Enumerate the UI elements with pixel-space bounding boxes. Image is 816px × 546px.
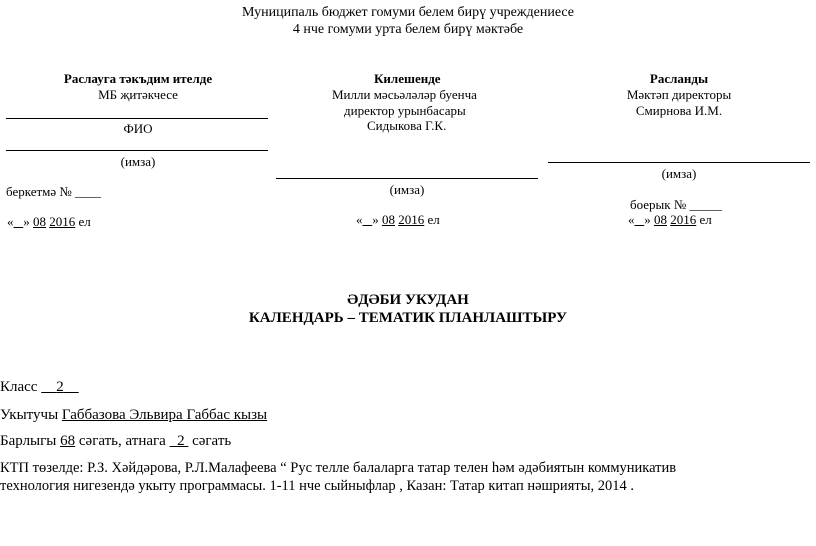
- col2-title: Килешенде: [374, 71, 441, 86]
- class-value: 2: [56, 379, 64, 395]
- teacher-row: [0, 407, 267, 424]
- teacher-value: Габбазова Эльвира Габбас кызы: [61, 407, 268, 423]
- date-open-quote: «: [628, 212, 635, 227]
- date-suffix: ел: [78, 214, 91, 229]
- col2-date: [356, 212, 440, 228]
- date-month: 08: [382, 212, 395, 227]
- date-open-quote: «: [7, 214, 14, 229]
- hours-mid: сәгать, атнага: [78, 433, 166, 449]
- col1-title: Раслауга тәкъдим ителде: [63, 71, 213, 86]
- class-label: Класс: [0, 379, 38, 395]
- document-title: ӘДӘБИ УКУДАН: [347, 292, 469, 308]
- col2-line2: директор урынбасары: [344, 103, 466, 118]
- date-suffix: ел: [699, 212, 712, 227]
- date-year: 2016: [49, 214, 76, 229]
- col2-signatory: Сидыкова Г.К.: [367, 118, 447, 133]
- col3-sign-line: [548, 162, 810, 163]
- date-year: 2016: [398, 212, 425, 227]
- hours-label: Барлыгы: [0, 433, 57, 449]
- col3-date: [628, 212, 712, 228]
- date-day: [363, 212, 373, 227]
- date-open-quote: «: [356, 212, 363, 227]
- col1-sign-line: [6, 150, 268, 151]
- ktp-line2: технология нигезендә укыту программасы. 1-11 нче сыйныфлар , Казан: Татар китап нәшрияты, 2014 .: [0, 478, 634, 494]
- col1-fio-label: ФИО: [123, 121, 153, 136]
- col2-line1: Милли мәсьәләләр буенча: [332, 87, 477, 102]
- col3-order: боерык № _____: [630, 197, 722, 212]
- col2-sign-line: [276, 178, 538, 179]
- col2-sign-label: (имза): [389, 182, 425, 197]
- col1-subtitle: МБ җитәкчесе: [98, 87, 178, 102]
- date-suffix: ел: [427, 212, 440, 227]
- date-day: [14, 214, 24, 229]
- class-row: [0, 379, 79, 396]
- hours-unit: сәгать: [192, 433, 232, 449]
- ktp-line1: КТП төзелде: Р.З. Хәйдәрова, Р.Л.Малафеева “ Рус телле балаларга татар телен һәм әдәбиятын коммуникатив: [0, 460, 677, 476]
- school-name: 4 нче гомуми урта белем бирү мәктәбе: [292, 22, 524, 37]
- teacher-label: Укытучы: [0, 407, 59, 423]
- document-subtitle: КАЛЕНДАРЬ – ТЕМАТИК ПЛАНЛАШТЫРУ: [248, 310, 568, 326]
- date-close-quote: »: [23, 214, 30, 229]
- hours-row: [0, 433, 231, 450]
- col3-line1: Мәктәп директоры: [626, 87, 732, 102]
- hours-week: 2: [177, 433, 185, 449]
- hours-total: 68: [60, 433, 76, 449]
- col1-protocol: беркетмә № ____: [6, 184, 102, 199]
- col3-title: Расланды: [649, 71, 709, 86]
- col3-signatory: Смирнова И.М.: [635, 103, 723, 118]
- date-day: [635, 212, 645, 227]
- col1-date: [7, 214, 91, 230]
- date-close-quote: »: [372, 212, 379, 227]
- date-month: 08: [33, 214, 46, 229]
- col1-sign-label: (имза): [120, 154, 156, 169]
- institution-name: Муниципаль бюджет гомуми белем бирү учреждениесе: [242, 5, 574, 20]
- date-close-quote: »: [644, 212, 651, 227]
- date-month: 08: [654, 212, 667, 227]
- col1-name-line: [6, 118, 268, 119]
- date-year: 2016: [670, 212, 697, 227]
- col3-sign-label: (имза): [661, 166, 697, 181]
